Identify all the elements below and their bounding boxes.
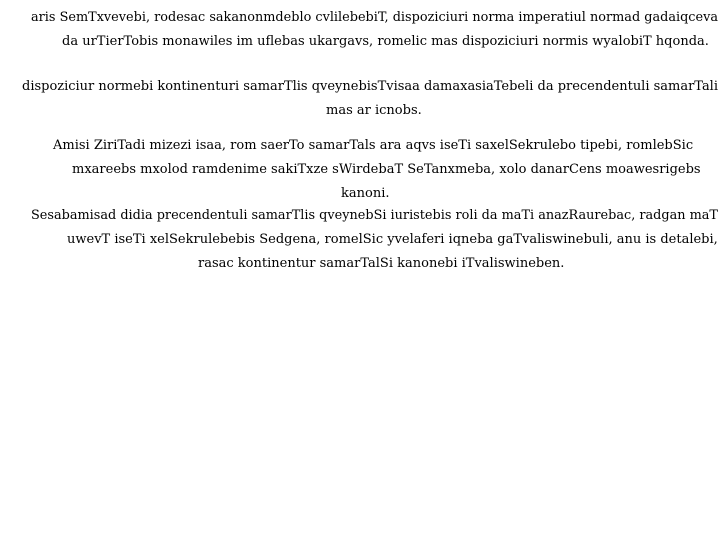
paragraph-line: mas ar icnobs. xyxy=(326,103,422,118)
paragraph-line: Amisi ZiriTadi mizezi isaa, rom saerTo samarTals ara aqvs iseTi saxelSekrulebo tipebi, romlebSic xyxy=(53,138,694,153)
paragraph-2 xyxy=(0,75,720,123)
paragraph-line: dispoziciur normebi kontinenturi samarTlis qveynebisTvisaa damaxasiaTebeli da precendentuli samarTali xyxy=(22,79,718,94)
paragraph-line: da urTierTobis monawiles im uflebas ukargavs, romelic mas dispoziciuri normis wyalobiT hqonda. xyxy=(62,34,709,49)
paragraph-3 xyxy=(0,134,720,206)
paragraph-line: kanoni. xyxy=(341,186,390,201)
paragraph-line: Sesabamisad didia precendentuli samarTlis qveynebSi iuristebis roli da maTi anazRaurebac, radgan maT xyxy=(31,208,718,223)
paragraph-line: mxareebs mxolod ramdenime sakiTxze sWirdebaT SeTanxmeba, xolo danarCens moawesrigebs xyxy=(72,162,701,177)
paragraph-4 xyxy=(0,204,720,276)
paragraph-1 xyxy=(0,6,720,54)
paragraph-line: rasac kontinentur samarTalSi kanonebi iTvaliswineben. xyxy=(198,256,565,271)
paragraph-line: uwevT iseTi xelSekrulebebis Sedgena, romelSic yvelaferi iqneba gaTvaliswinebuli, anu is detalebi, xyxy=(67,232,718,247)
paragraph-line: aris SemTxvevebi, rodesac sakanonmdeblo cvlilebebiT, dispoziciuri norma imperatiul normad gadaiqceva xyxy=(31,10,718,25)
